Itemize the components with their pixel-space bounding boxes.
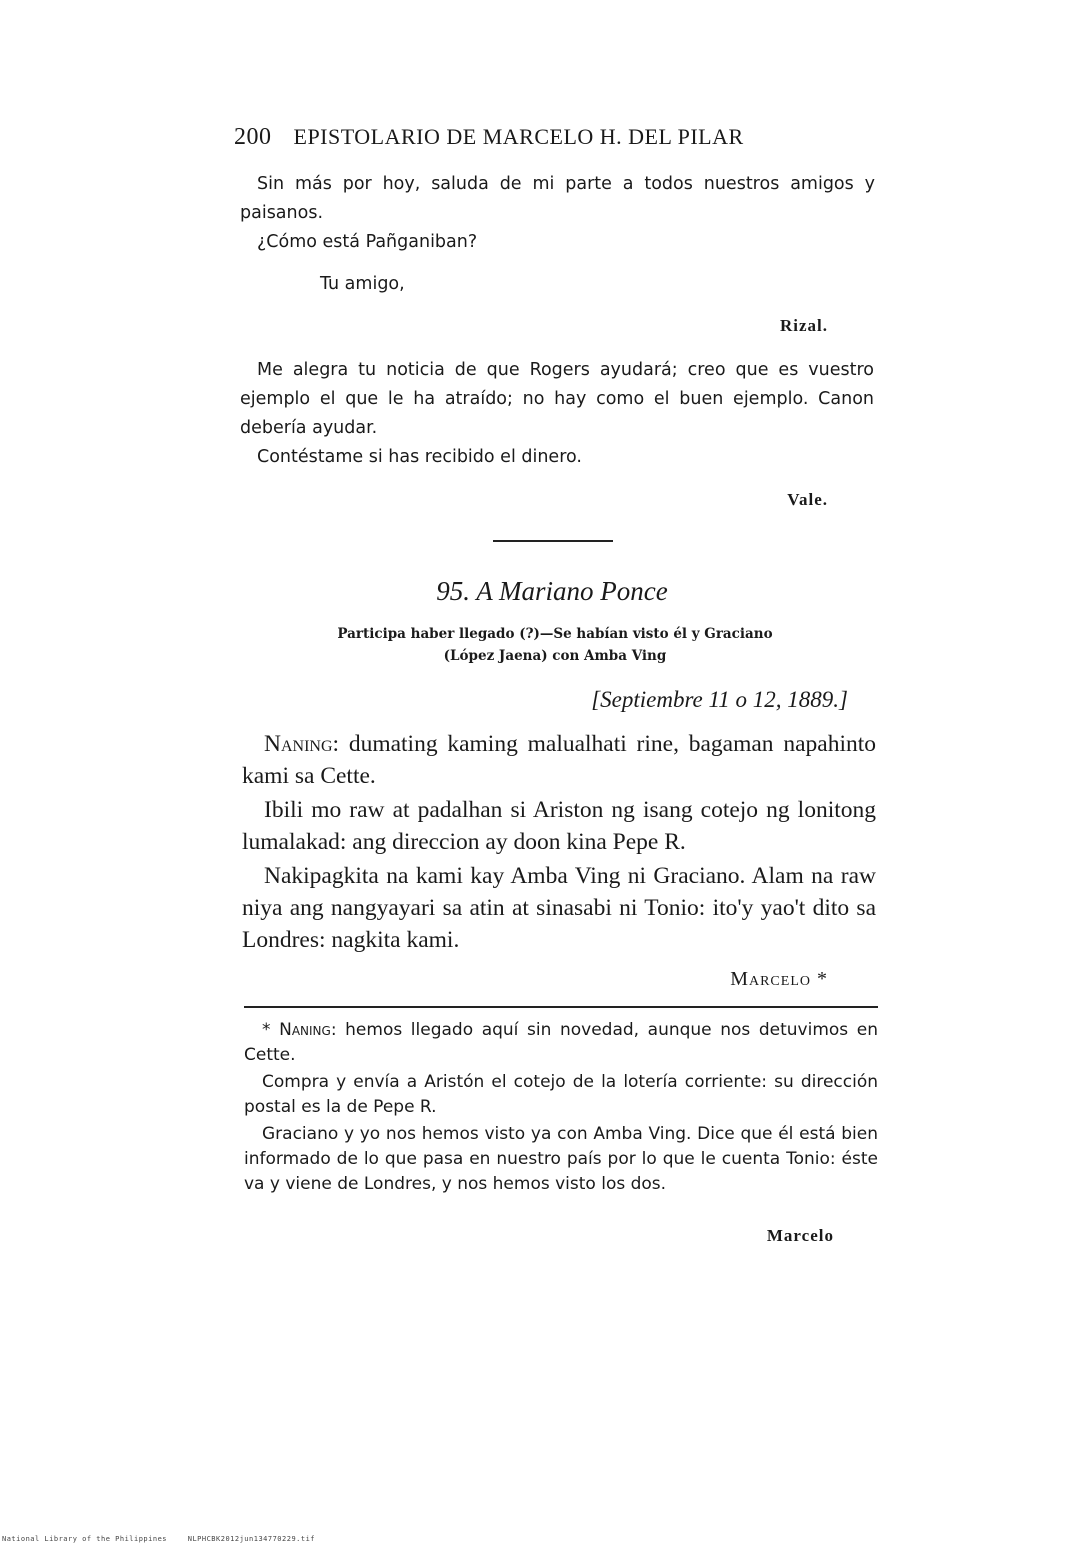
entry-heading: 95. A Mariano Ponce [436,576,668,606]
footnote-paragraph-text: Compra y envía a Aristón el cotejo de la lotería corriente: su dirección postal es la de Pepe R. [244,1072,878,1117]
postscript-paragraph: Me alegra tu noticia de que Rogers ayudará; creo que es vuestro ejemplo el que le ha atraído; no hay como el buen ejemplo. Canon debería ayudar. [240,360,874,438]
letter-closing-paragraphs [240,170,875,257]
footnote-paragraph-text: Graciano y yo nos hemos visto ya con Amba Ving. Dice que él está bien informado de lo que pasa en nuestro país por lo que le cuenta Tonio: éste va y viene de Londres, y nos hemos visto los dos. [244,1124,878,1194]
postscript-signature: Vale. [787,490,828,509]
page-number: 200 [234,124,272,150]
entry-paragraph [242,794,876,858]
entry-signature: Marcelo * [730,968,828,990]
postscript [240,356,874,472]
letter-valediction: Tu amigo, [320,274,405,294]
entry-paragraph [242,728,876,792]
entry-body [242,728,876,958]
entry-date: [Septiembre 11 o 12, 1889.] [591,687,848,712]
section-divider [493,540,613,542]
footnote-paragraph-text: hemos llegado aquí sin novedad, aunque nos detuvimos en Cette. [244,1020,878,1065]
entry-summary [270,623,840,667]
letter-paragraph: ¿Cómo está Pañganiban? [257,232,478,252]
postscript-paragraph: Contéstame si has recibido el dinero. [257,447,582,467]
scan-footer [2,1535,331,1543]
footnote-signature: Marcelo [766,1226,834,1245]
footnote-marker: * Naning: [262,1020,337,1040]
entry-summary-line: (López Jaena) con Amba Ving [443,648,667,664]
scan-file-id: NLPHCBK2012jun134770229.tif [187,1535,316,1543]
salutation: Naning: [264,731,340,757]
footnote-paragraph [244,1122,878,1197]
letter-paragraph: Sin más por hoy, saluda de mi parte a todos nuestros amigos y paisanos. [240,174,875,223]
footnote-paragraph [244,1018,878,1068]
entry-summary-line: Participa haber llegado (?)—Se habían visto él y Graciano [337,626,773,642]
footnote-paragraph [244,1070,878,1120]
running-title: EPISTOLARIO DE MARCELO H. DEL PILAR [293,124,744,149]
footnote-rule [244,1006,878,1008]
running-head [234,124,834,151]
letter-signature: Rizal. [779,316,828,335]
entry-paragraph-text: Nakipagkita na kami kay Amba Ving ni Graciano. Alam na raw niya ang nangyayari sa atin at sinasabi ni Tonio: ito'y yao't dito sa Londres: nagkita kami. [242,863,876,953]
entry-paragraph-text: dumating kaming malualhati rine, bagaman napahinto kami sa Cette. [242,731,876,789]
entry-paragraph [242,860,876,956]
library-credit: National Library of the Philippines [2,1535,168,1543]
entry-paragraph-text: Ibili mo raw at padalhan si Ariston ng isang cotejo ng lonitong lumalakad: ang direccion ay doon kina Pepe R. [242,797,876,855]
footnote-translation [244,1018,878,1199]
